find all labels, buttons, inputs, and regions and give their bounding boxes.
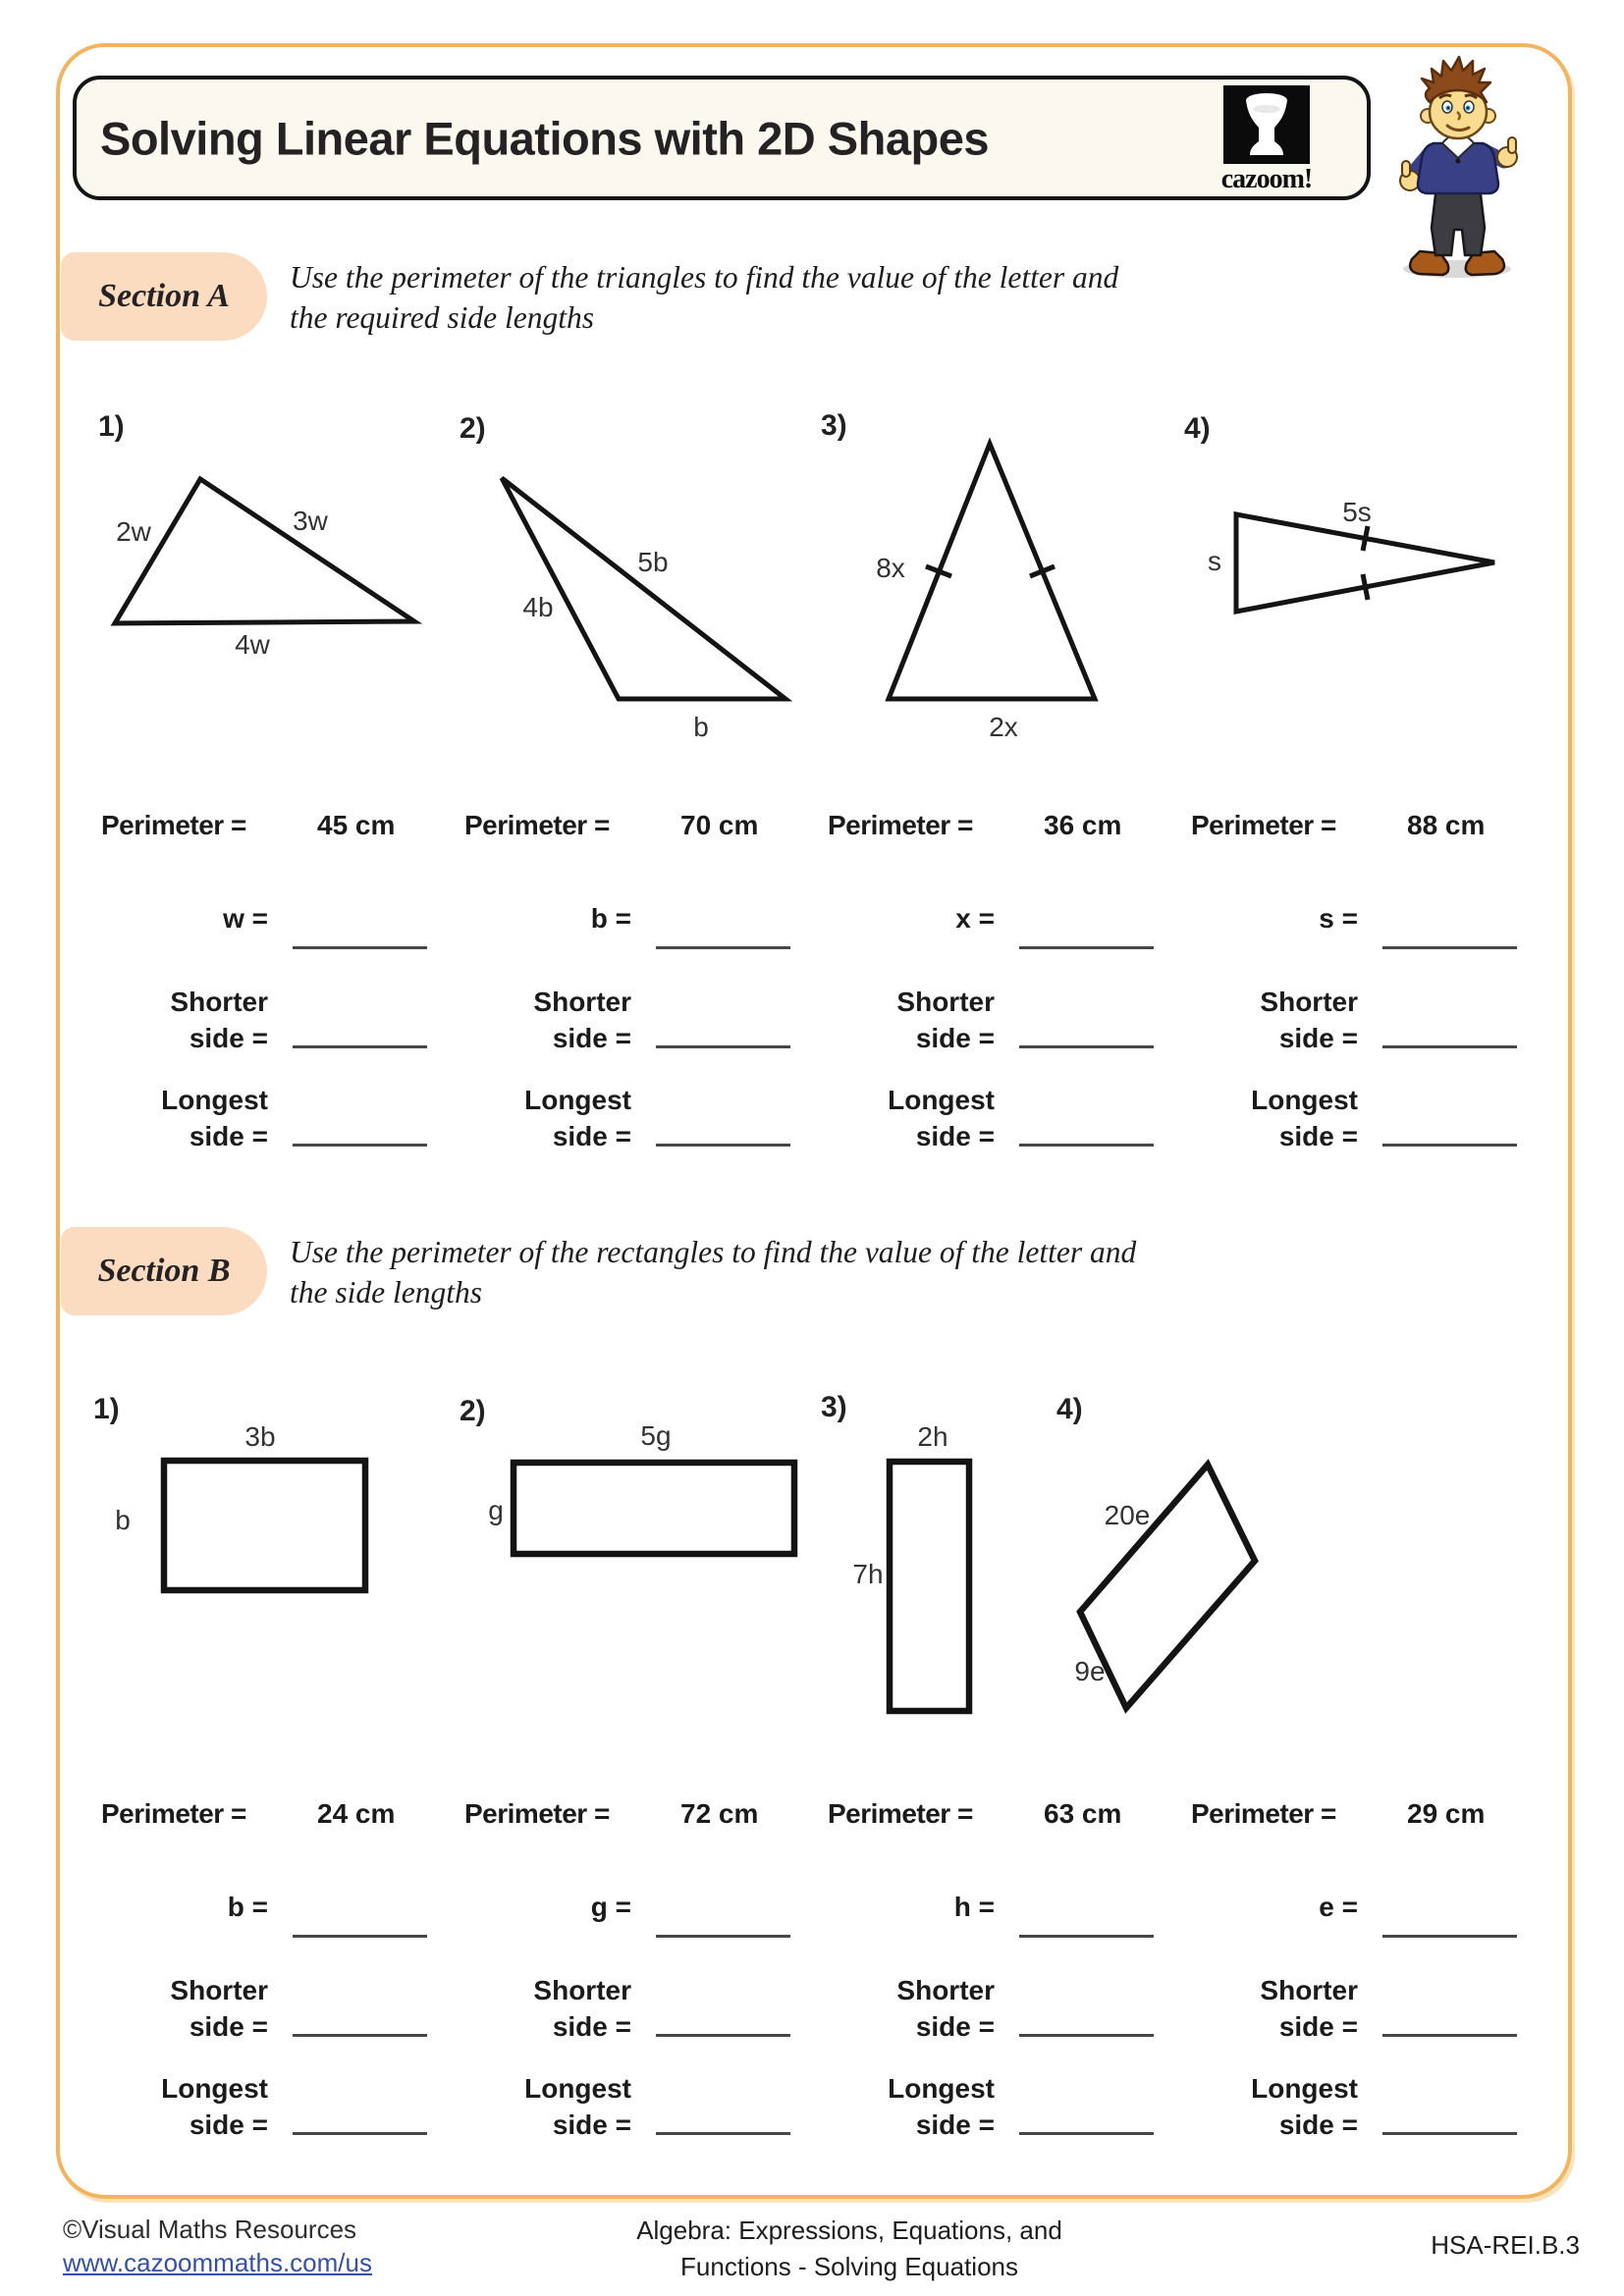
copyright-text: ©Visual Maths Resources <box>63 2215 357 2244</box>
instruction-line: Use the perimeter of the triangles to find the value of the letter and <box>290 260 1119 294</box>
problem-number: 2) <box>460 412 486 445</box>
side-label: 4b <box>522 592 554 622</box>
perimeter-value: 88 cm <box>1407 810 1486 840</box>
instruction-line: the required side lengths <box>290 300 594 335</box>
answers-b2 <box>464 1798 803 2163</box>
footer-left <box>63 2213 372 2279</box>
answers-a4 <box>1191 810 1530 1175</box>
rectangle-3 <box>890 1462 969 1711</box>
answer-blank-var <box>1382 946 1517 949</box>
answers-b1 <box>101 1798 440 2163</box>
longest-label: Longest <box>161 1085 268 1115</box>
perimeter-value: 45 cm <box>317 810 396 840</box>
rectangle-1 <box>164 1461 365 1590</box>
answer-blank-longest <box>1019 1144 1154 1147</box>
answers-a1 <box>101 810 440 1175</box>
answer-blank-longest <box>656 1144 790 1147</box>
answer-blank-shorter <box>656 1045 790 1048</box>
longest-label: Longest <box>524 2073 631 2104</box>
problem-number: 3) <box>821 409 847 442</box>
side-eq-label: side = <box>189 1121 268 1151</box>
perimeter-label: Perimeter = <box>101 1798 246 1829</box>
side-label: 5b <box>637 547 669 577</box>
page-title: Solving Linear Equations with 2D Shapes <box>100 112 989 164</box>
footer-center <box>579 2213 1119 2285</box>
tick-mark <box>1363 574 1368 600</box>
side-label: 3b <box>244 1421 276 1452</box>
shorter-label: Shorter <box>896 1975 995 2005</box>
shorter-label: Shorter <box>170 987 268 1017</box>
answer-blank-var <box>293 946 427 949</box>
side-eq-label: side = <box>1278 1023 1358 1053</box>
problem-number: 4) <box>1184 412 1211 445</box>
rectangle-2 <box>514 1463 794 1554</box>
variable-label: g = <box>590 1892 631 1922</box>
answer-blank-var <box>1382 1935 1517 1938</box>
standard-code: HSA-REI.B.3 <box>1431 2230 1580 2260</box>
answers-a2 <box>464 810 803 1175</box>
side-label: 20e <box>1104 1500 1151 1530</box>
side-eq-label: side = <box>552 2011 631 2042</box>
side-label: b <box>115 1505 131 1535</box>
shorter-label: Shorter <box>896 987 995 1017</box>
answer-blank-shorter <box>1382 1045 1517 1048</box>
perimeter-label: Perimeter = <box>464 1798 610 1829</box>
side-eq-label: side = <box>552 1023 631 1053</box>
side-label: 3w <box>293 506 328 536</box>
side-eq-label: side = <box>189 2109 268 2140</box>
side-label: 9e <box>1074 1656 1106 1686</box>
side-label: g <box>488 1495 504 1525</box>
side-label: 5g <box>640 1420 672 1451</box>
answer-blank-longest <box>293 2132 427 2135</box>
longest-label: Longest <box>1251 2073 1358 2104</box>
side-eq-label: side = <box>189 1023 268 1053</box>
longest-label: Longest <box>888 2073 995 2104</box>
side-label: s <box>1208 546 1221 576</box>
problem-number: 4) <box>1056 1393 1083 1425</box>
answer-blank-var <box>1019 1935 1154 1938</box>
side-eq-label: side = <box>552 2109 631 2140</box>
answer-blank-longest <box>1019 2132 1154 2135</box>
side-label: 2x <box>989 712 1018 742</box>
cazoom-link[interactable]: www.cazoommaths.com/us <box>63 2248 372 2277</box>
longest-label: Longest <box>1251 1085 1358 1115</box>
footer-topic-line: Functions - Solving Equations <box>680 2252 1018 2281</box>
perimeter-label: Perimeter = <box>464 810 610 840</box>
perimeter-value: 63 cm <box>1044 1798 1122 1829</box>
side-eq-label: side = <box>915 2011 995 2042</box>
longest-label: Longest <box>161 2073 268 2104</box>
shorter-label: Shorter <box>533 1975 631 2005</box>
variable-label: w = <box>223 903 268 934</box>
answers-b4 <box>1191 1798 1530 2163</box>
answer-blank-longest <box>293 1144 427 1147</box>
side-eq-label: side = <box>1278 2011 1358 2042</box>
answer-blank-longest <box>1382 1144 1517 1147</box>
shorter-label: Shorter <box>533 987 631 1017</box>
side-label: 5s <box>1342 497 1372 527</box>
answer-blank-shorter <box>293 1045 427 1048</box>
side-eq-label: side = <box>1278 1121 1358 1151</box>
side-label: b <box>693 712 709 742</box>
variable-label: b = <box>227 1892 268 1922</box>
side-eq-label: side = <box>189 2011 268 2042</box>
side-eq-label: side = <box>1278 2109 1358 2140</box>
perimeter-value: 29 cm <box>1407 1798 1486 1829</box>
triangle-3 <box>889 444 1095 699</box>
instruction-line: Use the perimeter of the rectangles to find the value of the letter and <box>290 1235 1137 1269</box>
footer-topic-line: Algebra: Expressions, Equations, and <box>636 2216 1062 2245</box>
problem-number: 1) <box>98 410 125 443</box>
answer-blank-var <box>656 946 790 949</box>
answer-blank-var <box>293 1935 427 1938</box>
perimeter-label: Perimeter = <box>1191 1798 1336 1829</box>
answer-blank-var <box>1019 946 1154 949</box>
shorter-label: Shorter <box>1260 987 1358 1017</box>
perimeter-label: Perimeter = <box>828 810 973 840</box>
side-label: 7h <box>852 1559 884 1589</box>
triangle-1 <box>115 479 414 623</box>
variable-label: s = <box>1319 903 1358 934</box>
shorter-label: Shorter <box>170 1975 268 2005</box>
answer-blank-longest <box>1382 2132 1517 2135</box>
perimeter-value: 36 cm <box>1044 810 1122 840</box>
side-eq-label: side = <box>915 1121 995 1151</box>
longest-label: Longest <box>888 1085 995 1115</box>
answer-blank-var <box>656 1935 790 1938</box>
answers-a3 <box>828 810 1166 1175</box>
perimeter-label: Perimeter = <box>1191 810 1336 840</box>
logo-wordmark: cazoom! <box>1220 164 1313 194</box>
perimeter-label: Perimeter = <box>101 810 246 840</box>
problem-number: 3) <box>821 1391 847 1423</box>
tick-mark <box>1363 526 1368 551</box>
triangle-2 <box>502 478 785 699</box>
answer-blank-shorter <box>1019 2034 1154 2037</box>
answer-blank-shorter <box>1019 1045 1154 1048</box>
section-a-title: Section A <box>98 278 230 314</box>
side-eq-label: side = <box>552 1121 631 1151</box>
answer-blank-longest <box>656 2132 790 2135</box>
problem-number: 2) <box>460 1395 486 1427</box>
answers-b3 <box>828 1798 1166 2163</box>
variable-label: b = <box>590 903 631 934</box>
perimeter-label: Perimeter = <box>828 1798 973 1829</box>
problem-number: 1) <box>93 1393 120 1425</box>
perimeter-value: 70 cm <box>680 810 759 840</box>
side-label: 2h <box>917 1421 948 1452</box>
perimeter-value: 24 cm <box>317 1798 396 1829</box>
shorter-label: Shorter <box>1260 1975 1358 2005</box>
side-label: 8x <box>876 553 905 583</box>
answer-blank-shorter <box>293 2034 427 2037</box>
variable-label: x = <box>955 903 995 934</box>
variable-label: e = <box>1319 1892 1358 1922</box>
side-label: 4w <box>235 629 270 660</box>
longest-label: Longest <box>524 1085 631 1115</box>
perimeter-value: 72 cm <box>680 1798 759 1829</box>
variable-label: h = <box>953 1892 995 1922</box>
side-label: 2w <box>116 516 151 547</box>
answer-blank-shorter <box>656 2034 790 2037</box>
instruction-line: the side lengths <box>290 1275 482 1309</box>
side-eq-label: side = <box>915 1023 995 1053</box>
section-b-title: Section B <box>97 1253 231 1289</box>
answer-blank-shorter <box>1382 2034 1517 2037</box>
side-eq-label: side = <box>915 2109 995 2140</box>
